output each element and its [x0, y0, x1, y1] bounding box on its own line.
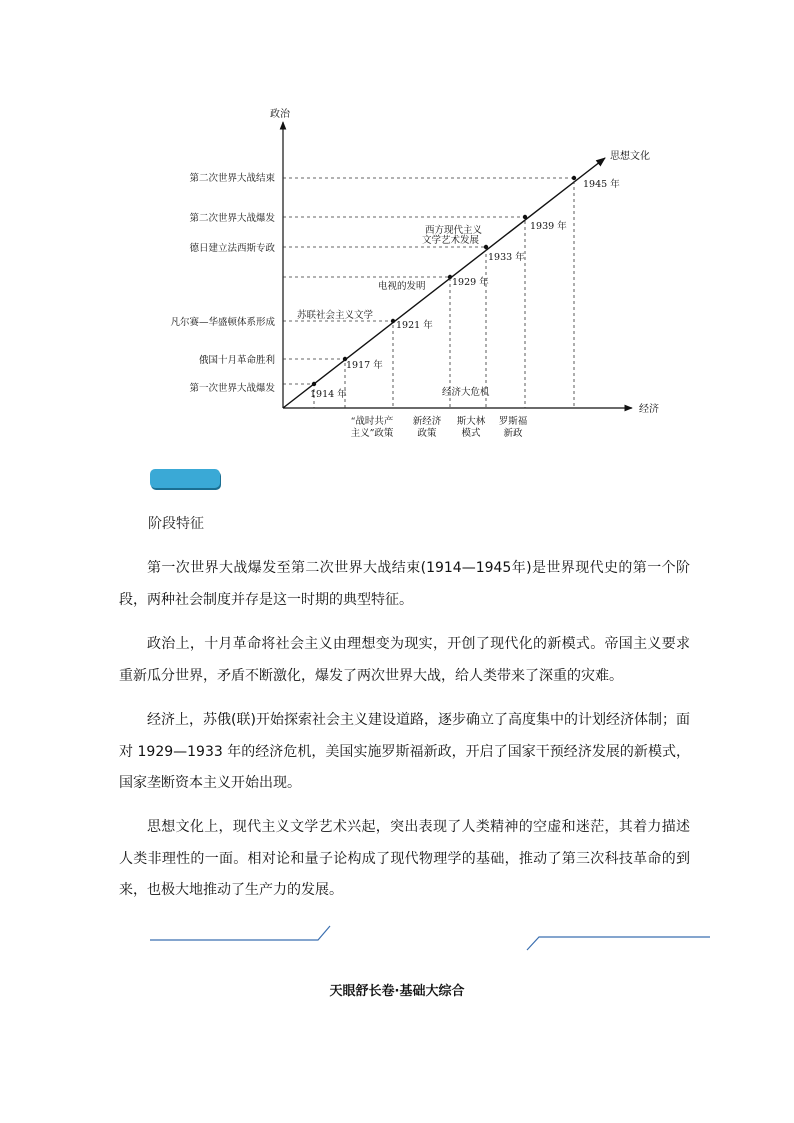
year-label: 1914 年	[310, 389, 347, 400]
x-axis-label: 经济	[639, 404, 659, 415]
point-1921	[391, 319, 395, 323]
year-label: 1929 年	[452, 277, 489, 288]
year-label: 1921 年	[396, 320, 433, 331]
history-stage-diagram	[150, 100, 670, 445]
political-event: 第二次世界大战结束	[189, 173, 275, 184]
section-tag	[150, 469, 220, 488]
footer-title: 天眼舒长卷·基础大综合	[329, 984, 465, 999]
paragraph: 第一次世界大战爆发至第二次世界大战结束(1914—1945年)是世界现代史的第一个阶段，两种社会制度并存是这一时期的典型特征。	[119, 560, 690, 608]
economic-label: 政策	[417, 428, 437, 439]
economic-label: 罗斯福	[498, 416, 528, 427]
political-event: 俄国十月革命胜利	[198, 355, 275, 366]
economic-label: 模式	[461, 428, 481, 439]
political-event: 德日建立法西斯专政	[189, 243, 275, 254]
culture-label: 文学艺术发展	[422, 235, 480, 246]
paragraph: 思想文化上，现代主义文学艺术兴起，突出表现了人类精神的空虚和迷茫，其着力描述人类非理性的一面。相对论和量子论构成了现代物理学的基础，推动了第三次科技革命的到来，也极大地推动了生产力的发展。	[119, 819, 690, 898]
paragraph: 政治上，十月革命将社会主义由理想变为现实，开创了现代化的新模式。帝国主义要求重新瓜分世界，矛盾不断激化，爆发了两次世界大战，给人类带来了深重的灾难。	[119, 636, 690, 684]
economic-label: 主义”政策	[350, 428, 394, 439]
point-1945	[572, 176, 576, 180]
economic-crisis-label: 经济大危机	[442, 387, 490, 398]
culture-label: 西方现代主义	[425, 225, 483, 236]
culture-label: 苏联社会主义文学	[297, 310, 374, 321]
political-event: 凡尔赛—华盛顿体系形成	[170, 317, 275, 328]
economic-label: 斯大林	[456, 416, 486, 427]
point-1914	[312, 382, 316, 386]
point-1933	[484, 245, 488, 249]
culture-label: 电视的发明	[378, 281, 426, 292]
year-label: 1945 年	[583, 179, 620, 190]
footer-line-left	[150, 926, 330, 940]
footer-decoration	[140, 920, 720, 956]
year-label: 1939 年	[530, 221, 567, 232]
y-axis-label: 政治	[270, 109, 290, 120]
year-label: 1917 年	[346, 360, 383, 371]
section-heading: 阶段特征	[148, 516, 204, 532]
paragraph: 经济上，苏俄(联)开始探索社会主义建设道路，逐步确立了高度集中的计划经济体制；面对 1929—1933 年的经济危机，美国实施罗斯福新政，开启了国家干预经济发展的新模式，国家垄断资本主义开始出现。	[119, 712, 690, 791]
economic-label: 新经济	[412, 416, 442, 427]
diagonal-axis-label: 思想文化	[610, 151, 650, 162]
footer-line-right	[527, 937, 710, 950]
diagonal-axis	[283, 158, 605, 408]
economic-label: 新政	[503, 428, 523, 439]
political-event: 第二次世界大战爆发	[189, 213, 275, 224]
political-event: 第一次世界大战爆发	[189, 383, 275, 394]
year-label: 1933 年	[488, 252, 525, 263]
point-1939	[523, 215, 527, 219]
economic-label: “战时共产	[350, 416, 394, 427]
